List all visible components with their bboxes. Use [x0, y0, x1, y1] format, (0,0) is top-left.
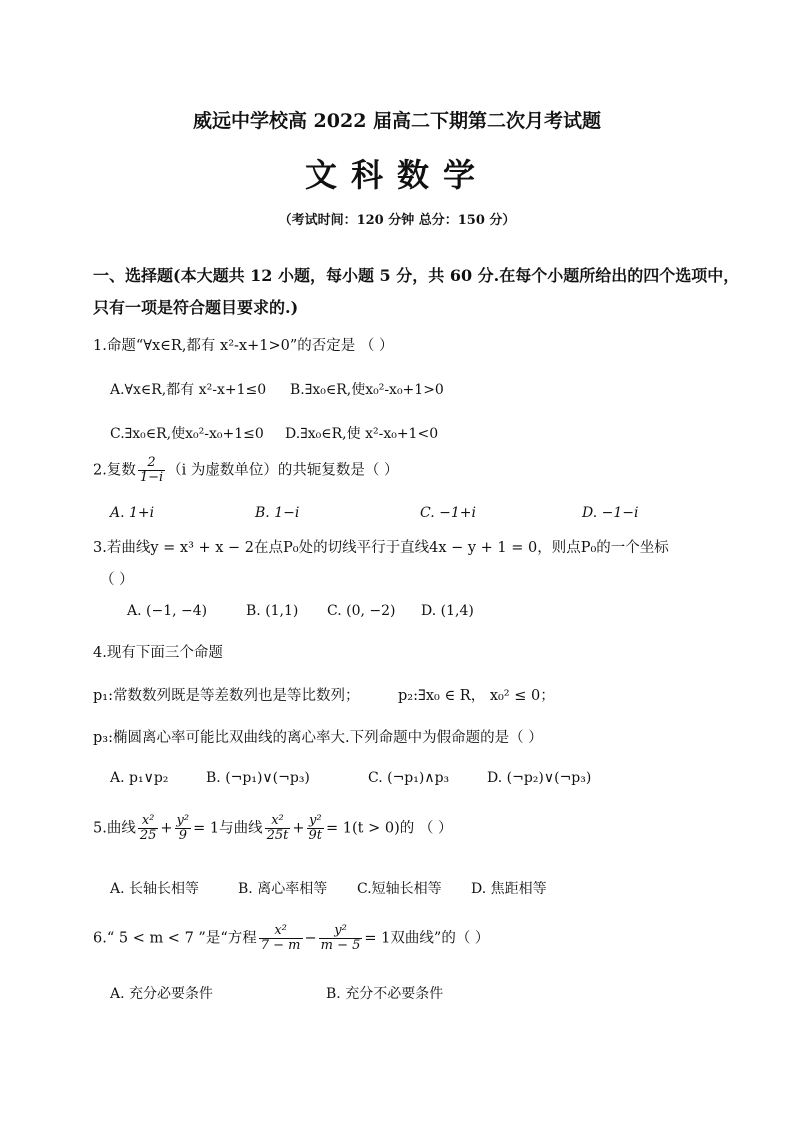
question-2-prefix: 2.复数 [93, 462, 136, 479]
fraction [138, 814, 159, 843]
proposition-p2: p₂:∃x₀ ∈ R， x₀² ≤ 0； [398, 688, 555, 704]
question-2-stem [93, 456, 399, 485]
question-5-option-b: B. 离心率相等 [238, 881, 328, 897]
fraction-numerator: x² [259, 924, 303, 939]
fraction [319, 924, 363, 953]
question-3-option-d: D. (1,4) [421, 603, 474, 619]
proposition-p3: p₃:椭圆离心率可能比双曲线的离心率大.下列命题中为假命题的是（ ） [93, 730, 543, 746]
question-5-option-c: C.短轴长相等 [357, 881, 442, 897]
question-5-mid: = 1与曲线 [193, 820, 263, 837]
question-4-option-b: B. (¬p₁)∨(¬p₃) [206, 770, 310, 786]
question-4-stem: 4.现有下面三个命题 [93, 645, 223, 661]
question-5-suffix: = 1(t > 0)的 （ ） [326, 820, 453, 837]
fraction-denominator: 9 [178, 828, 187, 843]
fraction-denominator: 25t [266, 828, 289, 843]
question-3-option-c: C. (0, −2) [327, 603, 396, 619]
question-6-prefix: 6.“ 5 < m < 7 ”是“方程 [93, 930, 257, 947]
fraction-numerator: y² [307, 814, 325, 829]
question-3-stem: 3.若曲线y = x³ + x − 2在点P₀处的切线平行于直线4x − y + 1 = 0，则点P₀的一个坐标 [93, 540, 669, 556]
question-4-option-d: D. (¬p₂)∨(¬p₃) [487, 770, 592, 786]
exam-info: （考试时间：120 分钟 总分：150 分） [278, 213, 516, 228]
question-5-prefix: 5.曲线 [93, 820, 136, 837]
fraction-numerator: x² [138, 814, 159, 829]
question-2-option-d: D. −1−i [582, 505, 639, 521]
question-4-option-a: A. p₁∨p₂ [110, 770, 169, 786]
question-3-option-b: B. (1,1) [246, 603, 299, 619]
section-heading-line1: 一、选择题(本大题共 12 小题，每小题 5 分，共 60 分.在每个小题所给出的四个选项中， [93, 266, 740, 285]
question-2-option-b: B. 1−i [255, 505, 300, 521]
question-3-option-a: A. (−1, −4) [127, 603, 208, 619]
fraction [307, 814, 325, 843]
question-6-stem: 6.“ 5 < m < 7 ”是“方程 $\frac{\text{x²}}{7 - m}$ − $\frac{\text{y²}}{m - 5}$ = 1双曲线”的（ ） [93, 923, 490, 953]
question-6-suffix: = 1双曲线”的（ ） [364, 930, 490, 947]
subject-title: 文科数学 [304, 156, 489, 194]
school-title: 威远中学校高 2022 届高二下期第二次月考试题 [192, 110, 602, 132]
question-3-paren: （ ） [100, 572, 134, 588]
question-5-option-a: A. 长轴长相等 [110, 881, 200, 897]
fraction-numerator: y² [319, 924, 363, 939]
question-1-option-d: D.∃x₀∈R,使 x²-x₀+1<0 [285, 426, 439, 442]
fraction-denominator: m − 5 [320, 938, 361, 953]
question-2-fraction [138, 456, 165, 485]
question-2-option-a: A. 1+i [110, 505, 155, 521]
question-4-option-c: C. (¬p₁)∧p₃ [368, 770, 450, 786]
question-1-option-a: A.∀x∈R,都有 x²-x+1≤0 [110, 382, 267, 398]
fraction [265, 814, 291, 843]
question-6-option-b: B. 充分不必要条件 [326, 986, 444, 1002]
fraction-denominator: 25 [139, 828, 157, 843]
question-5-option-d: D. 焦距相等 [471, 881, 547, 897]
question-6-option-a: A. 充分必要条件 [110, 986, 214, 1002]
question-2-option-c: C. −1+i [420, 505, 476, 521]
fraction-numerator: y² [176, 813, 190, 828]
question-1-stem: 1.命题“∀x∈R,都有 x²-x+1>0”的否定是 （ ） [93, 338, 394, 354]
fraction-numerator: 2 [138, 456, 165, 471]
fraction-denominator: 1−i [139, 470, 164, 485]
fraction [259, 924, 303, 953]
question-1-option-b: B.∃x₀∈R,使x₀²-x₀+1>0 [290, 382, 444, 398]
fraction-denominator: 9t [308, 828, 323, 843]
fraction-numerator: x² [265, 814, 291, 829]
question-1-option-c: C.∃x₀∈R,使x₀²-x₀+1≤0 [110, 426, 264, 442]
section-heading-line2: 只有一项是符合题目要求的.) [93, 298, 299, 317]
proposition-p1: p₁:常数数列既是等差数列也是等比数列； [93, 688, 360, 704]
fraction-denominator: 7 − m [260, 938, 301, 953]
question-5-stem: 5.曲线 $\frac{\text{x²}}{25}$ + $\frac{\text{y²}}{9}$ = 1与曲线 $\frac{\text{x²}}{25t}$ + $\frac{\text{y²}}{9t}$ = 1(t > 0)的 （ ） [93, 813, 453, 843]
question-2-suffix: （i 为虚数单位）的共轭复数是（ ） [167, 462, 399, 479]
fraction [175, 814, 192, 843]
